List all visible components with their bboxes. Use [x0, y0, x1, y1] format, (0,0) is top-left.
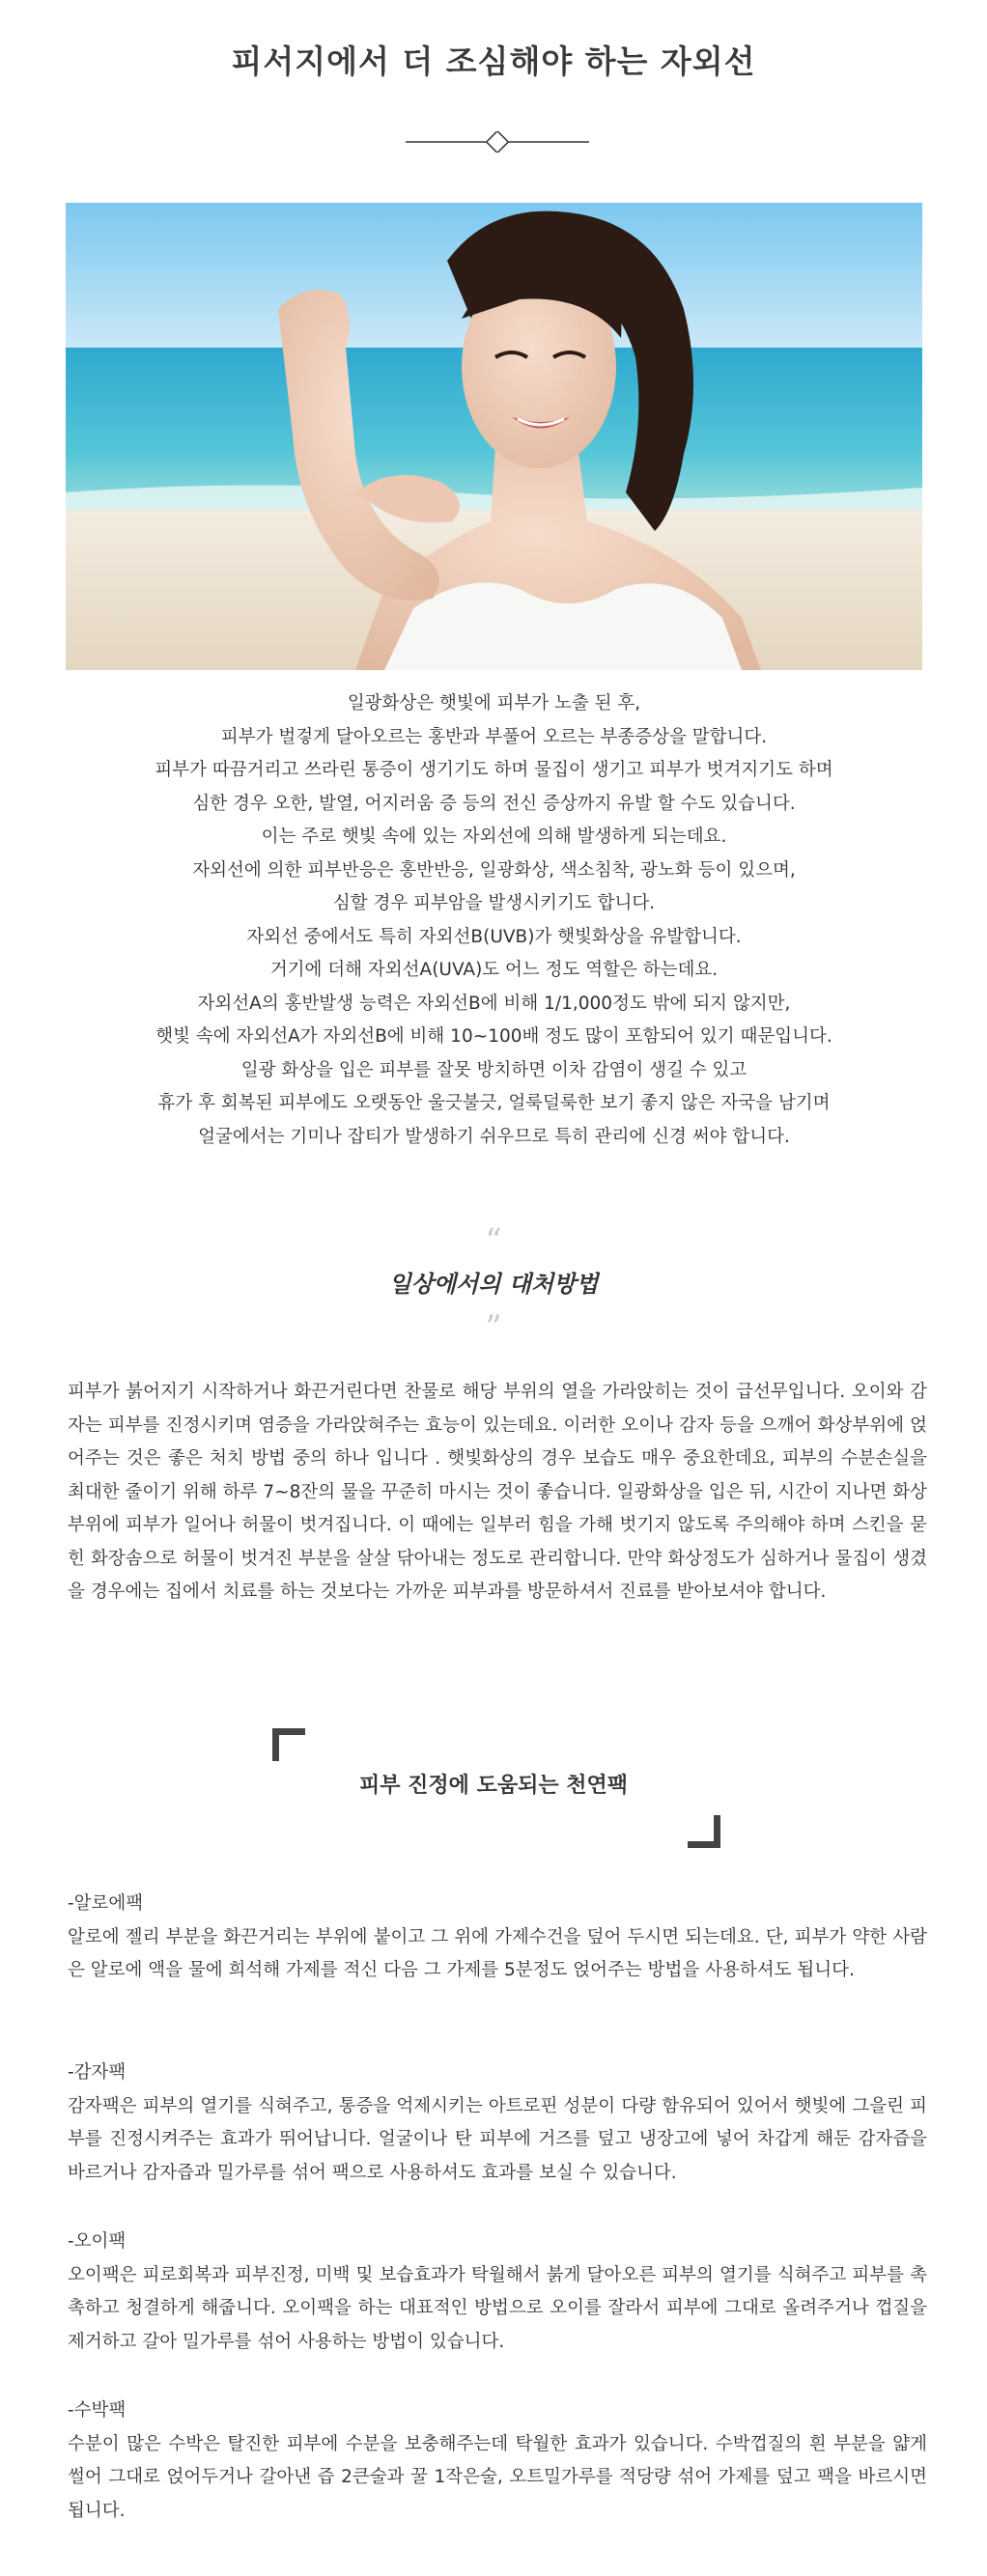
pack-item-watermelon [68, 2394, 927, 2528]
coping-subtitle: 일상에서의 대처방법 [388, 1271, 599, 1298]
pack-item-cucumber [68, 2226, 927, 2359]
intro-line: 자외선 중에서도 특히 자외선B(UVB)가 햇빛화상을 유발합니다. [246, 926, 742, 947]
intro-line: 일광 화상을 입은 피부를 잘못 방치하면 이차 감염이 생길 수 있고 [240, 1059, 747, 1080]
corner-bracket-top-left-icon [272, 1728, 305, 1761]
pack-item-aloe [68, 1888, 927, 1988]
intro-line: 피부가 벌겋게 달아오르는 홍반과 부풀어 오르는 부종증상을 말합니다. [220, 726, 768, 747]
pack-title: -수박팩 [68, 2400, 127, 2421]
intro-line: 휴가 후 회복된 피부에도 오랫동안 울긋불긋, 얼룩덜룩한 보기 좋지 않은 자국을 남기며 [157, 1093, 831, 1113]
pack-title: -감자팩 [68, 2062, 127, 2083]
intro-line: 자외선에 의한 피부반응은 홍반반응, 일광화상, 색소침착, 광노화 등이 있으며, [192, 859, 796, 881]
title-divider-ornament [406, 131, 589, 153]
intro-line: 일광화상은 햇빛에 피부가 노출 된 후, [347, 693, 641, 714]
intro-line: 자외선A의 홍반발생 능력은 자외선B에 비해 1/1,000정도 밖에 되지 않지만, [197, 993, 791, 1014]
pack-item-potato [68, 2057, 927, 2190]
intro-line: 햇빛 속에 자외선A가 자외선B에 비해 10~100배 정도 많이 포함되어 있기 때문입니다. [155, 1026, 832, 1047]
intro-line: 심한 경우 오한, 발열, 어지러움 증 등의 전신 증상까지 유발 할 수도 있습니다. [192, 793, 796, 814]
intro-line: 얼굴에서는 기미나 잡티가 발생하기 쉬우므로 특히 관리에 신경 써야 합니다. [198, 1126, 790, 1147]
intro-line: 거기에 더해 자외선A(UVA)도 어느 정도 역할은 하는데요. [269, 960, 719, 980]
pack-title: -알로에팩 [68, 1893, 144, 1914]
intro-line: 심할 경우 피부암을 발생시키기도 합니다. [332, 893, 656, 913]
page-title: 피서지에서 더 조심해야 하는 자외선 [231, 42, 756, 80]
corner-bracket-bottom-right-icon [688, 1815, 720, 1848]
pack-body: 수분이 많은 수박은 탈진한 피부에 수분을 보충해주는데 탁월한 효과가 있습니다. 수박껍질의 흰 부분을 얇게 썰어 그대로 얹어두거나 갈아낸 즙 2큰술과 꿀 1작은술, 오트밀가루를 적당량 섞어 가제를 덮고 팩을 바르시면 됩니다. [68, 2433, 927, 2521]
intro-line: 이는 주로 햇빛 속에 있는 자외선에 의해 발생하게 되는데요. [261, 826, 727, 847]
intro-text-block [66, 687, 922, 1154]
hero-image-woman-on-beach [66, 203, 922, 670]
pack-title: -오이팩 [68, 2231, 127, 2252]
open-quote-icon: “ [485, 1221, 502, 1260]
pack-body: 알로에 젤리 부분을 화끈거리는 부위에 붙이고 그 위에 가제수건을 덮어 두시면 되는데요. 단, 피부가 약한 사람은 알로에 액을 물에 희석해 가제를 적신 다음 그 가제를 5분정도 얹어주는 방법을 사용하셔도 됩니다. [68, 1926, 927, 1980]
pack-body: 감자팩은 피부의 열기를 식혀주고, 통증을 억제시키는 아트로핀 성분이 다량 함유되어 있어서 햇빛에 그을린 피부를 진정시켜주는 효과가 뛰어납니다. 얼굴이나 탄 피부에 거즈를 덮고 냉장고에 넣어 차갑게 해둔 감자즙을 바르거나 감자즙과 밀가루를 섞어 팩으로 사용하셔도 효과를 보실 수 있습니다. [68, 2095, 927, 2183]
close-quote-icon: ” [485, 1308, 502, 1347]
natural-packs-title: 피부 진정에 도움되는 천연팩 [358, 1774, 628, 1798]
pack-body: 오이팩은 피로회복과 피부진정, 미백 및 보습효과가 탁월해서 붉게 달아오른 피부의 열기를 식혀주고 피부를 촉촉하고 청결하게 해줍니다. 오이팩을 하는 대표적인 방법으로 오이를 잘라서 피부에 그대로 올려주거나 껍질을 제거하고 갈아 밀가루를 섞어 사용하는 방법이 있습니다. [68, 2264, 927, 2352]
coping-paragraph: 피부가 붉어지기 시작하거나 화끈거린다면 찬물로 해당 부위의 열을 가라앉히는 것이 급선무입니다. 오이와 감자는 피부를 진정시키며 염증을 가라앉혀주는 효능이 있는데요. 이러한 오이나 감자 등을 으깨어 화상부위에 얹어주는 것은 좋은 처치 방법 중의 하나 입니다 . 햇빛화상의 경우 보습도 매우 중요한데요, 피부의 수분손실을 최대한 줄이기 위해 하루 7~8잔의 물을 꾸준히 마시는 것이 좋습니다. 일광화상을 입은 뒤, 시간이 지나면 화상부위에 피부가 일어나 허물이 벗겨집니다. 이 때에는 일부러 힘을 가해 벗기지 않도록 주의해야 하며 스킨을 묻힌 화장솜으로 허물이 벗겨진 부분을 살살 닦아내는 정도로 관리합니다. 만약 화상정도가 심하거나 물집이 생겼을 경우에는 집에서 치료를 하는 것보다는 가까운 피부과를 방문하셔서 진료를 받아보셔야 합니다. [68, 1382, 927, 1602]
intro-line: 피부가 따끔거리고 쓰라린 통증이 생기기도 하며 물집이 생기고 피부가 벗겨지기도 하며 [155, 760, 833, 780]
